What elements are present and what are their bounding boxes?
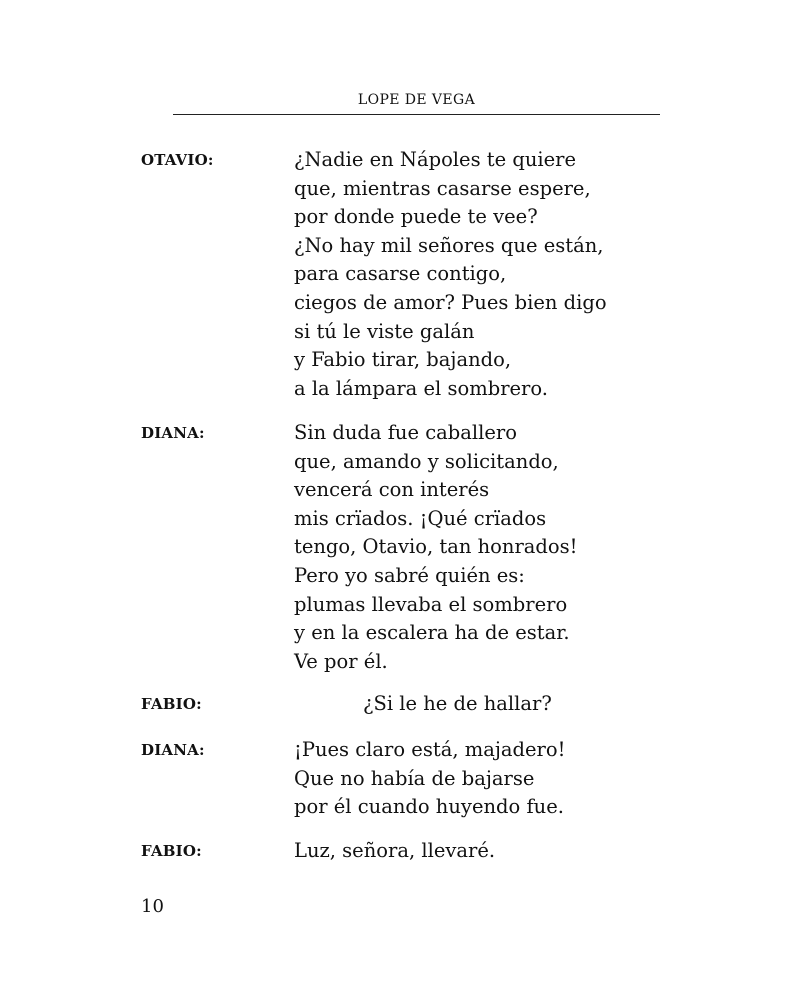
- verse-line: Sin duda fue caballero: [294, 421, 517, 444]
- speaker-name: FABIO:: [141, 695, 202, 713]
- verse-line: plumas llevaba el sombrero: [294, 592, 568, 616]
- verse-line: que, mientras casarse espere,: [294, 176, 591, 200]
- verse-line: para casarse contigo,: [294, 262, 507, 286]
- speaker-name: FABIO:: [141, 842, 202, 860]
- verse-block: [294, 419, 577, 676]
- verse-line: tengo, Otavio, tan honrados!: [294, 535, 578, 559]
- verse-block: [294, 736, 565, 822]
- page-number: 10: [141, 896, 164, 917]
- verse-line: a la lámpara el sombrero.: [294, 376, 548, 400]
- verse-line: mis crïados. ¡Qué crïados: [294, 506, 547, 530]
- verse-line: Ve por él.: [294, 649, 388, 673]
- verse-line: ¿No hay mil señores que están,: [294, 233, 604, 257]
- verse-line: Que no había de bajarse: [294, 766, 535, 790]
- verse-line: vencerá con interés: [294, 478, 490, 502]
- verse-block: [363, 690, 552, 719]
- verse-block: [294, 146, 607, 403]
- verse-line: por él cuando huyendo fue.: [294, 795, 564, 819]
- verse-line: si tú le viste galán: [294, 319, 475, 343]
- verse-line: por donde puede te vee?: [294, 205, 538, 229]
- speaker-name: DIANA:: [141, 424, 205, 442]
- verse-line: Pero yo sabré quién es:: [294, 563, 525, 587]
- verse-line: y en la escalera ha de estar.: [294, 621, 570, 645]
- speaker-name: DIANA:: [141, 741, 205, 759]
- verse-block: [294, 837, 495, 866]
- verse-line: ciegos de amor? Pues bien digo: [294, 290, 607, 314]
- verse-line: ¿Si le he de hallar?: [363, 692, 552, 715]
- verse-line: ¡Pues claro está, majadero!: [294, 738, 566, 761]
- running-header: LOPE DE VEGA: [357, 92, 476, 108]
- verse-line: ¿Nadie en Nápoles te quiere: [294, 148, 577, 171]
- verse-line: y Fabio tirar, bajando,: [294, 348, 512, 372]
- verse-line: que, amando y solicitando,: [294, 449, 559, 473]
- speaker-name: OTAVIO:: [141, 151, 214, 169]
- header-rule: [173, 114, 660, 115]
- verse-line: Luz, señora, llevaré.: [294, 839, 496, 862]
